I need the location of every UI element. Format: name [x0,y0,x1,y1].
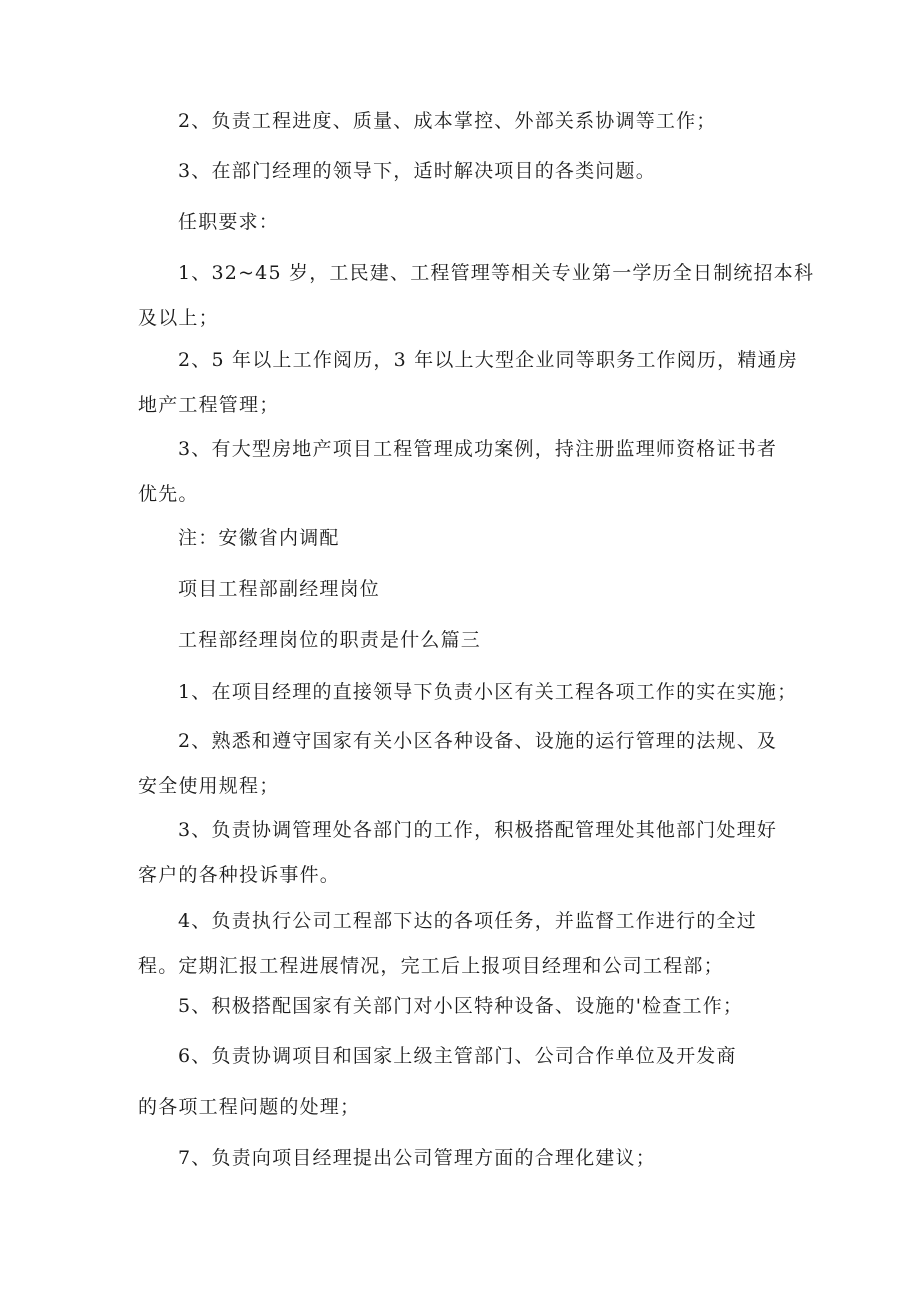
heading-deputy-manager-post [138,567,798,612]
paragraph-item-5 [138,984,798,1029]
paragraph-line: 及以上； [138,307,219,329]
paragraph-line: 项目工程部副经理岗位 [178,578,381,600]
paragraph-line: 7、负责向项目经理提出公司管理方面的合理化建议； [178,1147,656,1169]
paragraph-line: 1、在项目经理的直接领导下负责小区有关工程各项工作的实在实施； [178,681,798,703]
paragraph-item-4 [138,899,798,989]
paragraph-duty-3 [138,149,798,194]
paragraph-line: 工程部经理岗位的职责是什么篇三 [178,629,482,651]
paragraph-line: 程。定期汇报工程进展情况，完工后上报项目经理和公司工程部； [138,955,724,977]
paragraph-item-3 [138,808,798,898]
paragraph-item-6 [138,1034,798,1079]
paragraph-line: 2、熟悉和遵守国家有关小区各种设备、设施的运行管理的法规、及 [178,730,778,752]
paragraph-item-2 [138,719,798,809]
paragraph-line: 5、积极搭配国家有关部门对小区特种设备、设施的'检查工作； [178,995,744,1017]
paragraph-note [138,516,798,561]
heading-section-three [138,618,798,663]
paragraph-requirement-3 [138,427,798,517]
paragraph-item-6-continued [138,1085,798,1130]
paragraph-line: 安全使用规程； [138,775,280,797]
paragraph-item-1 [138,670,798,715]
paragraph-line: 3、有大型房地产项目工程管理成功案例，持注册监理师资格证书者 [178,438,778,460]
paragraph-line: 3、负责协调管理处各部门的工作，积极搭配管理处其他部门处理好 [178,819,778,841]
heading-requirements [138,200,798,245]
paragraph-line: 6、负责协调项目和国家上级主管部门、公司合作单位及开发商 [178,1045,737,1067]
paragraph-requirement-1 [138,251,815,341]
paragraph-line: 2、5 年以上工作阅历，3 年以上大型企业同等职务工作阅历，精通房 [178,349,798,371]
paragraph-requirement-2 [138,338,798,428]
paragraph-line: 的各项工程问题的处理； [138,1096,361,1118]
paragraph-line: 4、负责执行公司工程部下达的各项任务，并监督工作进行的全过 [178,910,757,932]
paragraph-line: 2、负责工程进度、质量、成本掌控、外部关系协调等工作； [178,110,717,132]
paragraph-duty-2 [138,99,798,144]
paragraph-line: 注：安徽省内调配 [178,527,340,549]
paragraph-item-7 [138,1136,798,1181]
paragraph-line: 3、在部门经理的领导下，适时解决项目的各类问题。 [178,160,656,182]
paragraph-line: 优先。 [138,483,199,505]
paragraph-line: 地产工程管理； [138,394,280,416]
paragraph-line: 客户的各种投诉事件。 [138,864,341,886]
paragraph-line: 任职要求： [178,211,280,233]
paragraph-line: 1、32~45 岁，工民建、工程管理等相关专业第一学历全日制统招本科 [178,262,815,284]
